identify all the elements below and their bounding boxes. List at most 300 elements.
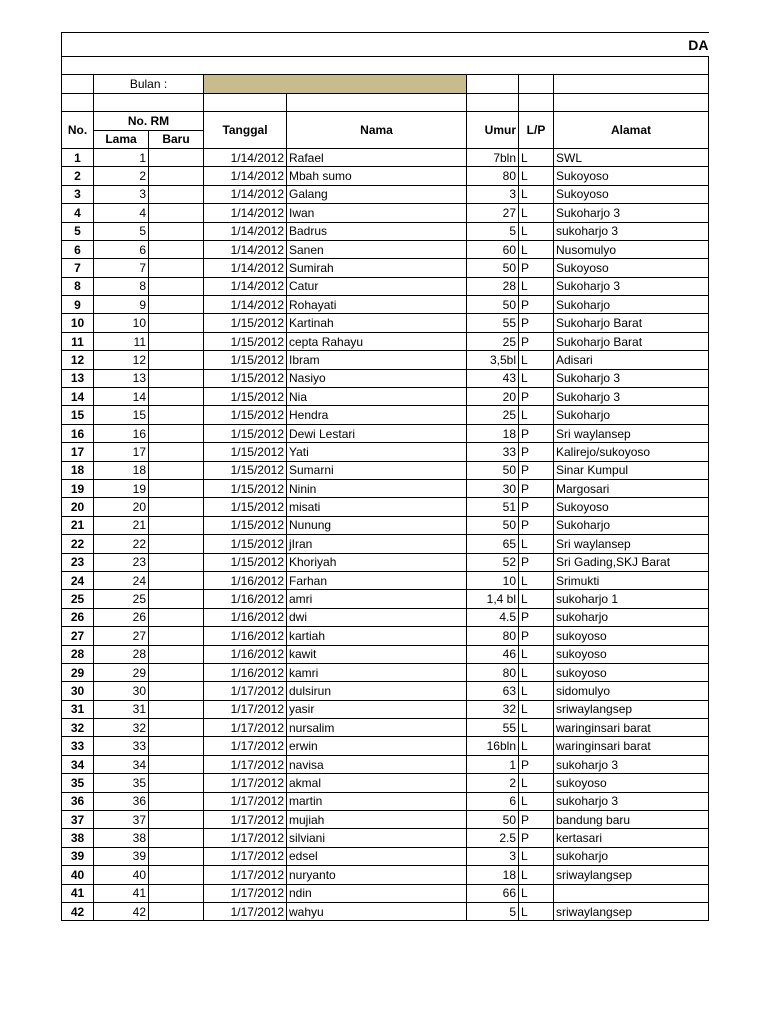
cell-tanggal: 1/17/2012 (204, 829, 287, 847)
cell-rm-lama: 10 (94, 314, 149, 332)
cell-alamat: Sukoharjo 3 (554, 204, 709, 222)
cell-no: 32 (62, 719, 94, 737)
cell-lp: L (519, 774, 554, 792)
table-row (62, 829, 709, 847)
cell-lp: L (519, 222, 554, 240)
cell-rm-baru (149, 277, 204, 295)
cell-rm-baru (149, 645, 204, 663)
cell-umur: 55 (467, 719, 519, 737)
cell-lp: L (519, 590, 554, 608)
cell-nama: kawit (287, 645, 467, 663)
cell-rm-lama: 32 (94, 719, 149, 737)
cell-alamat: sriwaylangsep (554, 866, 709, 884)
cell-alamat: sukoharjo 1 (554, 590, 709, 608)
table-row (62, 351, 709, 369)
cell-nama: Sanen (287, 240, 467, 258)
cell-rm-lama: 17 (94, 443, 149, 461)
cell-lp: L (519, 148, 554, 166)
cell-umur: 1,4 bl (467, 590, 519, 608)
cell-nama: Badrus (287, 222, 467, 240)
cell-alamat: sukoyoso (554, 627, 709, 645)
table-row (62, 553, 709, 571)
cell-tanggal: 1/16/2012 (204, 645, 287, 663)
cell-rm-lama: 27 (94, 627, 149, 645)
header-row-1 (62, 112, 709, 130)
cell-nama: Mbah sumo (287, 167, 467, 185)
cell-tanggal: 1/15/2012 (204, 535, 287, 553)
cell-rm-baru (149, 479, 204, 497)
cell-tanggal: 1/17/2012 (204, 884, 287, 902)
cell-rm-baru (149, 388, 204, 406)
cell-rm-baru (149, 443, 204, 461)
col-header-alamat: Alamat (554, 112, 709, 149)
cell-tanggal: 1/17/2012 (204, 902, 287, 920)
cell-alamat: Sukoharjo 3 (554, 369, 709, 387)
cell-no: 37 (62, 811, 94, 829)
cell-alamat: Sukoharjo Barat (554, 332, 709, 350)
cell-no: 23 (62, 553, 94, 571)
table-row (62, 148, 709, 166)
cell-umur: 5 (467, 902, 519, 920)
cell-rm-lama: 13 (94, 369, 149, 387)
cell-no: 4 (62, 204, 94, 222)
cell-no: 22 (62, 535, 94, 553)
cell-tanggal: 1/16/2012 (204, 663, 287, 681)
cell-lp: P (519, 608, 554, 626)
cell-lp: L (519, 700, 554, 718)
cell-alamat: Kalirejo/sukoyoso (554, 443, 709, 461)
cell-alamat: Sukoharjo (554, 406, 709, 424)
cell-alamat: Sukoharjo 3 (554, 277, 709, 295)
cell-alamat: waringinsari barat (554, 719, 709, 737)
cell-rm-baru (149, 774, 204, 792)
cell-no: 9 (62, 296, 94, 314)
cell-rm-lama: 9 (94, 296, 149, 314)
cell-umur: 50 (467, 516, 519, 534)
cell-rm-baru (149, 351, 204, 369)
cell-nama: Sumirah (287, 259, 467, 277)
cell-alamat: sriwaylangsep (554, 700, 709, 718)
cell-alamat: Sri waylansep (554, 535, 709, 553)
cell-rm-baru (149, 737, 204, 755)
cell-lp: P (519, 296, 554, 314)
cell-nama: navisa (287, 755, 467, 773)
cell-lp: P (519, 755, 554, 773)
cell-no: 40 (62, 866, 94, 884)
cell-no: 36 (62, 792, 94, 810)
cell-lp: L (519, 204, 554, 222)
cell-tanggal: 1/14/2012 (204, 185, 287, 203)
cell-no: 11 (62, 332, 94, 350)
cell-tanggal: 1/14/2012 (204, 204, 287, 222)
table-row (62, 277, 709, 295)
cell-rm-lama: 35 (94, 774, 149, 792)
cell-rm-baru (149, 866, 204, 884)
table-row (62, 663, 709, 681)
cell-rm-lama: 24 (94, 571, 149, 589)
cell-nama: Farhan (287, 571, 467, 589)
cell-lp: L (519, 866, 554, 884)
bulan-value-cell[interactable] (204, 75, 467, 93)
cell-no: 15 (62, 406, 94, 424)
cell-alamat: sukoharjo (554, 847, 709, 865)
cell-alamat: sriwaylangsep (554, 902, 709, 920)
bulan-label: Bulan : (94, 75, 204, 93)
table-row (62, 424, 709, 442)
cell-tanggal: 1/17/2012 (204, 847, 287, 865)
cell-no: 31 (62, 700, 94, 718)
table-row (62, 590, 709, 608)
cell-alamat: kertasari (554, 829, 709, 847)
table-row (62, 645, 709, 663)
cell-tanggal: 1/15/2012 (204, 388, 287, 406)
cell-alamat: sukoharjo (554, 608, 709, 626)
cell-lp: L (519, 792, 554, 810)
cell-alamat: Sukoharjo (554, 516, 709, 534)
cell-tanggal: 1/14/2012 (204, 259, 287, 277)
cell-no: 27 (62, 627, 94, 645)
cell-umur: 63 (467, 682, 519, 700)
cell-lp: P (519, 829, 554, 847)
cell-alamat: SWL (554, 148, 709, 166)
cell-no: 19 (62, 479, 94, 497)
cell-rm-baru (149, 148, 204, 166)
table-row (62, 222, 709, 240)
cell-nama: wahyu (287, 902, 467, 920)
cell-lp: L (519, 902, 554, 920)
cell-umur: 55 (467, 314, 519, 332)
cell-tanggal: 1/14/2012 (204, 240, 287, 258)
cell-nama: Khoriyah (287, 553, 467, 571)
cell-lp: L (519, 571, 554, 589)
cell-lp: L (519, 682, 554, 700)
cell-tanggal: 1/15/2012 (204, 314, 287, 332)
col-header-no-rm: No. RM (94, 112, 204, 130)
cell-lp: P (519, 811, 554, 829)
cell-nama: Yati (287, 443, 467, 461)
cell-alamat: waringinsari barat (554, 737, 709, 755)
cell-umur: 1 (467, 755, 519, 773)
table-row (62, 167, 709, 185)
cell-alamat: Sukoyoso (554, 185, 709, 203)
cell-nama: Nunung (287, 516, 467, 534)
cell-umur: 80 (467, 167, 519, 185)
cell-nama: ndin (287, 884, 467, 902)
cell-umur: 16bln (467, 737, 519, 755)
table-row (62, 719, 709, 737)
col-header-tanggal: Tanggal (204, 112, 287, 149)
cell-tanggal: 1/14/2012 (204, 296, 287, 314)
cell-no: 26 (62, 608, 94, 626)
cell-nama: Rohayati (287, 296, 467, 314)
cell-tanggal: 1/15/2012 (204, 479, 287, 497)
cell-rm-baru (149, 792, 204, 810)
cell-umur: 52 (467, 553, 519, 571)
cell-nama: Ibram (287, 351, 467, 369)
table-row (62, 682, 709, 700)
cell-rm-baru (149, 608, 204, 626)
cell-umur: 18 (467, 866, 519, 884)
cell-tanggal: 1/15/2012 (204, 461, 287, 479)
cell-no: 10 (62, 314, 94, 332)
cell-rm-baru (149, 829, 204, 847)
cell-tanggal: 1/15/2012 (204, 443, 287, 461)
cell-nama: Sumarni (287, 461, 467, 479)
cell-rm-baru (149, 240, 204, 258)
table-row (62, 388, 709, 406)
cell-rm-lama: 20 (94, 498, 149, 516)
table-row (62, 204, 709, 222)
cell-rm-baru (149, 461, 204, 479)
cell-alamat: sidomulyo (554, 682, 709, 700)
cell-umur: 5 (467, 222, 519, 240)
table-row (62, 185, 709, 203)
cell-rm-baru (149, 682, 204, 700)
cell-nama: Dewi Lestari (287, 424, 467, 442)
table-row (62, 461, 709, 479)
cell-nama: Ninin (287, 479, 467, 497)
cell-no: 30 (62, 682, 94, 700)
cell-umur: 2 (467, 774, 519, 792)
cell-no: 29 (62, 663, 94, 681)
cell-lp: P (519, 332, 554, 350)
table-row (62, 479, 709, 497)
cell-nama: dwi (287, 608, 467, 626)
cell-rm-lama: 42 (94, 902, 149, 920)
spacer-row (62, 57, 709, 75)
cell-no: 42 (62, 902, 94, 920)
cell-umur: 10 (467, 571, 519, 589)
cell-tanggal: 1/17/2012 (204, 811, 287, 829)
cell-alamat: sukoyoso (554, 663, 709, 681)
cell-umur: 65 (467, 535, 519, 553)
cell-rm-baru (149, 811, 204, 829)
cell-nama: Catur (287, 277, 467, 295)
cell-umur: 30 (467, 479, 519, 497)
cell-tanggal: 1/16/2012 (204, 608, 287, 626)
cell-alamat (554, 884, 709, 902)
cell-nama: mujiah (287, 811, 467, 829)
bulan-row (62, 75, 709, 93)
cell-lp: L (519, 240, 554, 258)
col-header-umur: Umur (467, 112, 519, 149)
cell-rm-baru (149, 332, 204, 350)
cell-rm-baru (149, 847, 204, 865)
cell-rm-lama: 4 (94, 204, 149, 222)
cell-rm-baru (149, 516, 204, 534)
cell-lp: P (519, 553, 554, 571)
cell-tanggal: 1/15/2012 (204, 332, 287, 350)
cell-umur: 25 (467, 332, 519, 350)
cell-nama: Rafael (287, 148, 467, 166)
cell-rm-baru (149, 424, 204, 442)
table-row (62, 571, 709, 589)
cell-lp: L (519, 847, 554, 865)
cell-tanggal: 1/14/2012 (204, 277, 287, 295)
cell-rm-baru (149, 204, 204, 222)
cell-alamat: Adisari (554, 351, 709, 369)
cell-no: 28 (62, 645, 94, 663)
cell-tanggal: 1/17/2012 (204, 700, 287, 718)
cell-umur: 25 (467, 406, 519, 424)
cell-rm-lama: 18 (94, 461, 149, 479)
cell-no: 24 (62, 571, 94, 589)
table-row (62, 498, 709, 516)
cell-rm-lama: 34 (94, 755, 149, 773)
table-row (62, 866, 709, 884)
cell-rm-lama: 41 (94, 884, 149, 902)
cell-umur: 50 (467, 296, 519, 314)
cell-nama: jIran (287, 535, 467, 553)
cell-alamat: sukoyoso (554, 645, 709, 663)
cell-rm-lama: 1 (94, 148, 149, 166)
cell-rm-lama: 31 (94, 700, 149, 718)
col-header-nama: Nama (287, 112, 467, 149)
cell-alamat: Sukoharjo 3 (554, 388, 709, 406)
cell-rm-lama: 11 (94, 332, 149, 350)
col-header-lp: L/P (519, 112, 554, 149)
cell-umur: 50 (467, 811, 519, 829)
cell-rm-lama: 8 (94, 277, 149, 295)
cell-rm-lama: 22 (94, 535, 149, 553)
cell-nama: silviani (287, 829, 467, 847)
cell-alamat: Sukoharjo (554, 296, 709, 314)
cell-nama: Iwan (287, 204, 467, 222)
cell-alamat: Sinar Kumpul (554, 461, 709, 479)
cell-nama: dulsirun (287, 682, 467, 700)
empty-row (62, 93, 709, 111)
cell-alamat: Sri waylansep (554, 424, 709, 442)
cell-no: 14 (62, 388, 94, 406)
cell-umur: 28 (467, 277, 519, 295)
cell-tanggal: 1/17/2012 (204, 682, 287, 700)
cell-lp: P (519, 498, 554, 516)
cell-tanggal: 1/17/2012 (204, 719, 287, 737)
cell-no: 7 (62, 259, 94, 277)
table-row (62, 332, 709, 350)
cell-tanggal: 1/15/2012 (204, 553, 287, 571)
table-row (62, 314, 709, 332)
cell-rm-lama: 15 (94, 406, 149, 424)
cell-rm-lama: 25 (94, 590, 149, 608)
cell-no: 34 (62, 755, 94, 773)
cell-alamat: Sukoyoso (554, 167, 709, 185)
cell-umur: 3,5bl (467, 351, 519, 369)
cell-tanggal: 1/16/2012 (204, 571, 287, 589)
table-row (62, 406, 709, 424)
cell-tanggal: 1/16/2012 (204, 590, 287, 608)
table-row (62, 627, 709, 645)
cell-lp: L (519, 277, 554, 295)
col-header-no: No. (62, 112, 94, 149)
cell-umur: 60 (467, 240, 519, 258)
cell-no: 35 (62, 774, 94, 792)
cell-umur: 6 (467, 792, 519, 810)
cell-rm-baru (149, 571, 204, 589)
cell-rm-lama: 39 (94, 847, 149, 865)
cell-rm-lama: 14 (94, 388, 149, 406)
col-header-lama: Lama (94, 130, 149, 148)
cell-no: 21 (62, 516, 94, 534)
cell-alamat: Margosari (554, 479, 709, 497)
cell-tanggal: 1/15/2012 (204, 406, 287, 424)
cell-lp: L (519, 406, 554, 424)
cell-rm-baru (149, 314, 204, 332)
cell-rm-baru (149, 902, 204, 920)
cell-rm-lama: 28 (94, 645, 149, 663)
cell-nama: Kartinah (287, 314, 467, 332)
cell-umur: 80 (467, 627, 519, 645)
cell-rm-baru (149, 406, 204, 424)
cell-no: 16 (62, 424, 94, 442)
cell-no: 33 (62, 737, 94, 755)
cell-tanggal: 1/15/2012 (204, 516, 287, 534)
cell-rm-lama: 36 (94, 792, 149, 810)
cell-no: 2 (62, 167, 94, 185)
cell-tanggal: 1/14/2012 (204, 167, 287, 185)
cell-nama: Galang (287, 185, 467, 203)
cell-alamat: Sukoyoso (554, 498, 709, 516)
cell-no: 5 (62, 222, 94, 240)
cell-no: 1 (62, 148, 94, 166)
cell-rm-lama: 7 (94, 259, 149, 277)
cell-nama: kartiah (287, 627, 467, 645)
cell-nama: martin (287, 792, 467, 810)
cell-umur: 3 (467, 847, 519, 865)
cell-rm-baru (149, 627, 204, 645)
register-sheet (61, 32, 709, 921)
cell-alamat: sukoharjo 3 (554, 792, 709, 810)
cell-nama: Nia (287, 388, 467, 406)
cell-rm-baru (149, 222, 204, 240)
cell-umur: 7bln (467, 148, 519, 166)
cell-rm-lama: 19 (94, 479, 149, 497)
cell-nama: edsel (287, 847, 467, 865)
cell-no: 18 (62, 461, 94, 479)
cell-lp: P (519, 516, 554, 534)
cell-no: 13 (62, 369, 94, 387)
cell-rm-lama: 29 (94, 663, 149, 681)
cell-rm-lama: 12 (94, 351, 149, 369)
cell-umur: 43 (467, 369, 519, 387)
cell-alamat: Nusomulyo (554, 240, 709, 258)
cell-lp: L (519, 167, 554, 185)
table-row (62, 700, 709, 718)
cell-rm-lama: 33 (94, 737, 149, 755)
cell-nama: misati (287, 498, 467, 516)
cell-lp: L (519, 737, 554, 755)
cell-no: 12 (62, 351, 94, 369)
cell-umur: 4.5 (467, 608, 519, 626)
cell-lp: P (519, 259, 554, 277)
cell-tanggal: 1/17/2012 (204, 866, 287, 884)
cell-rm-baru (149, 498, 204, 516)
table-row (62, 259, 709, 277)
cell-umur: 80 (467, 663, 519, 681)
cell-tanggal: 1/17/2012 (204, 737, 287, 755)
cell-no: 3 (62, 185, 94, 203)
cell-lp: L (519, 719, 554, 737)
col-header-baru: Baru (149, 130, 204, 148)
cell-nama: cepta Rahayu (287, 332, 467, 350)
table-row (62, 369, 709, 387)
cell-tanggal: 1/14/2012 (204, 148, 287, 166)
cell-rm-lama: 2 (94, 167, 149, 185)
cell-lp: L (519, 185, 554, 203)
cell-umur: 18 (467, 424, 519, 442)
cell-rm-baru (149, 884, 204, 902)
cell-tanggal: 1/16/2012 (204, 627, 287, 645)
